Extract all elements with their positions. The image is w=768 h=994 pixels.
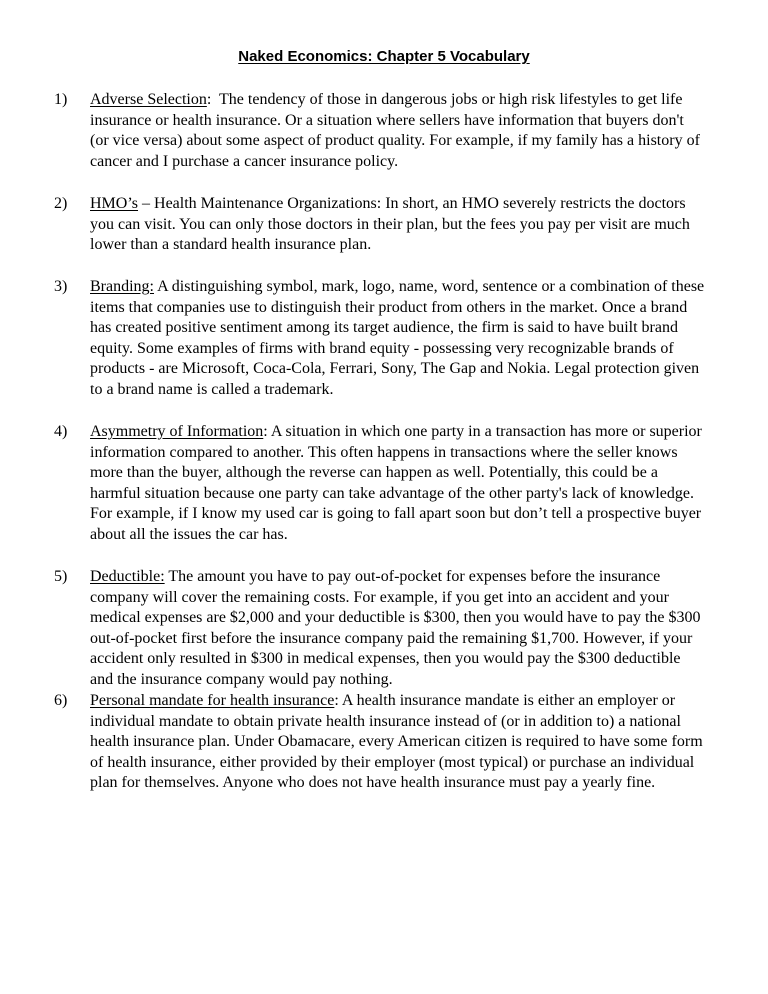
entry-definition: Health Maintenance Organizations: In short, an HMO severely restricts the doctors you can visit. You can only those doctors in their plan, but the fees you pay per visit are much lower than a standard health insurance plan. [90,195,690,253]
entry-number: 1) [54,91,68,108]
entry-term: HMO’s [90,195,139,212]
entry-term: Branding: [90,278,154,295]
entry-definition: A health insurance mandate is either an employer or individual mandate to obtain private health insurance instead of (or in addition to) a national health insurance plan. Under Obamacare, every American citizen is required to have some form of health insurance, either provided by their employer (most typical) or purchase an individual plan for themselves. Anyone who does not have health insurance must pay a yearly fine. [90,692,703,791]
entry-separator: : [334,692,342,709]
entry-term: Deductible: [90,568,165,585]
entry-term: Personal mandate for health insurance [90,692,335,709]
vocab-entry-asymmetry-of-information [54,422,705,545]
entry-separator: : [206,91,220,108]
entry-definition: A distinguishing symbol, mark, logo, name, word, sentence or a combination of these items that companies use to distinguish their product from others in the market. Once a brand has created positive sentiment among its target audience, the firm is said to have built brand equity. Some examples of firms with brand equity - possessing very recognizable brands of products - are Microsoft, Coca-Cola, Ferrari, Sony, The Gap and Nokia. Legal protection given to a brand name is called a trademark. [90,278,705,398]
vocab-entry-deductible [54,567,705,690]
entry-separator: : [263,423,271,440]
entry-separator: – [138,195,155,212]
entry-number: 5) [54,568,68,585]
vocab-entry-adverse-selection [54,90,705,172]
entry-number: 4) [54,423,68,440]
entry-number: 6) [54,692,68,709]
entry-number: 2) [54,195,68,212]
document-title: Naked Economics: Chapter 5 Vocabulary [238,48,530,65]
entry-definition: The amount you have to pay out-of-pocket for expenses before the insurance company will cover the remaining costs. For example, if you get into an accident and your medical expenses are $2,000 and your deductible is $300, then you would have to pay the $300 out-of-pocket first before the insurance company paid the remaining $1,700. However, if your accident only resulted in $300 in medical expenses, then you would pay the $300 deductible and the insurance company would pay nothing. [90,568,701,688]
entry-number: 3) [54,278,68,295]
vocab-entry-hmos [54,194,705,256]
entry-definition: A situation in which one party in a transaction has more or superior information compared to another. This often happens in transactions where the seller knows more than the buyer, although the reverse can happen as well. Potentially, this could be a harmful situation because one party can take advantage of the other party's lack of knowledge. For example, if I know my used car is going to fall apart soon but don’t tell a prospective buyer about all the issues the car has. [90,423,702,543]
vocab-entry-branding [54,277,705,400]
entry-term: Adverse Selection [90,91,207,108]
vocab-entry-personal-mandate [54,691,705,794]
entry-definition: The tendency of those in dangerous jobs or high risk lifestyles to get life insurance or health insurance. Or a situation where sellers have information that buyers don't (or vice versa) about some aspect of product quality. For example, if my family has a history of cancer and I purchase a cancer insurance policy. [90,91,700,170]
entry-term: Asymmetry of Information [90,423,264,440]
